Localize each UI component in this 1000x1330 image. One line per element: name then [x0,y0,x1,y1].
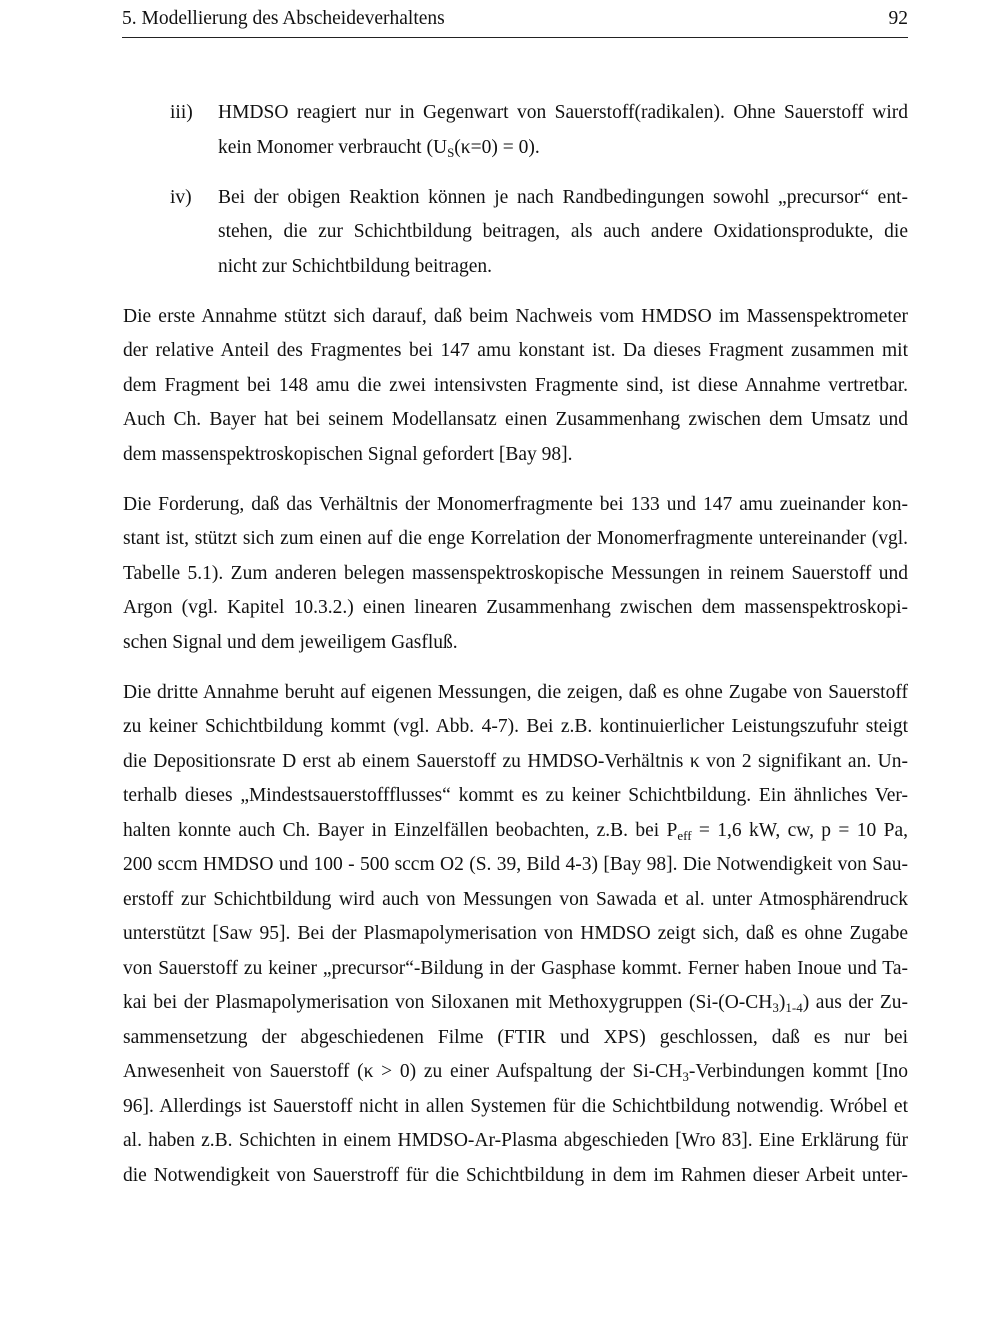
text-segment: schen Signal und dem jeweiligem Gasfluß. [123,631,458,653]
assumption-list [123,96,908,284]
text-segment: = 1,6 kW, cw, p = 10 Pa, [691,819,908,841]
subscript: 1-4 [785,1000,803,1015]
text-segment: stant ist, stützt sich zum einen auf die enge Korrelation der Monomerfragmente untereinander (vgl. [123,528,908,549]
text-segment: 200 sccm HMDSO und 100 - 500 sccm O2 (S. 39, Bild 4-3) [Bay 98]. Die Notwendigkeit von Sau- [123,854,908,875]
text-segment: ) [778,992,786,1013]
text-line [123,710,908,745]
text-line [123,848,908,883]
list-item [123,96,908,165]
paragraph [123,300,908,473]
text-segment: Anwesenheit von Sauerstoff (κ > 0) zu einer Aufspaltung der Si-CH [123,1061,683,1082]
text-line [123,557,908,592]
text-segment: unterstützt [Saw 95]. Bei der Plasmapolymerisation von HMDSO zeigt sich, daß es ohne Zugabe [123,923,908,944]
text-line [123,438,908,473]
text-line [123,952,908,987]
text-line [123,1124,908,1159]
text-segment: HMDSO reagiert nur in Gegenwart von Sauerstoff(radikalen). Ohne Sauerstoff wird [218,102,908,123]
text-line [123,814,908,849]
text-line [123,403,908,438]
text-line [123,1021,908,1056]
text-segment: -Verbindungen kommt [Ino [688,1061,908,1082]
subscript: eff [677,827,692,843]
text-line [123,676,908,711]
text-segment: Die erste Annahme stützt sich darauf, daß beim Nachweis vom HMDSO im Massenspektrometer [123,305,908,327]
text-segment: Argon (vgl. Kapitel 10.3.2.) einen linearen Zusammenhang zwischen dem massenspektroskopi- [123,597,908,618]
text-line [123,745,908,780]
text-segment: al. haben z.B. Schichten in einem HMDSO-Ar-Plasma abgeschieden [Wro 83]. Eine Erklärung für [123,1130,908,1151]
text-segment: stehen, die zur Schichtbildung beitragen, als auch andere Oxidationsprodukte, die [218,221,908,242]
text-segment: kein Monomer verbraucht (U [218,136,448,158]
text-segment: die Notwendigkeit von Sauerstroff für die Schichtbildung in dem im Rahmen dieser Arbeit unter- [123,1164,908,1186]
text-line [218,215,908,250]
text-line [123,300,908,335]
chapter-title: 5. Modellierung des Abscheideverhaltens [122,8,445,29]
text-segment: die Depositionsrate D erst ab einem Sauerstoff zu HMDSO-Verhältnis κ von 2 signifikant an. Un- [123,750,908,772]
text-line [123,986,908,1021]
text-segment: halten konnte auch Ch. Bayer in Einzelfällen beobachten, z.B. bei P [123,819,678,841]
page-number: 92 [888,8,908,29]
text-segment: dem massenspektroskopischen Signal gefordert [Bay 98]. [123,443,573,465]
text-line [218,181,908,216]
paragraph [123,676,908,1194]
text-segment: zu keiner Schichtbildung kommt (vgl. Abb. 4-7). Bei z.B. kontinuierlicher Leistungszufuhr steigt [123,716,908,737]
text-segment: erstoff zur Schichtbildung wird auch von Messungen von Sawada et al. unter Atmosphärendruck [123,888,908,910]
text-segment: dem Fragment bei 148 amu die zwei intensivsten Fragmente sind, ist diese Annahme vertretbar. [123,374,908,396]
text-line [123,488,908,523]
text-line [123,1055,908,1090]
running-header [122,4,908,38]
text-line [123,1159,908,1194]
text-segment: 96]. Allerdings ist Sauerstoff nicht in allen Systemen für die Schichtbildung notwendig. Wróbel et [123,1095,908,1117]
text-segment: terhalb dieses „Mindestsauerstoffflusses“ kommt es zu keiner Schichtbildung. Ein ähnliches Ver- [123,785,908,806]
text-line [123,522,908,557]
text-segment: Auch Ch. Bayer hat bei seinem Modellansatz einen Zusammenhang zwischen dem Umsatz und [123,409,908,430]
text-line [123,779,908,814]
text-line [123,369,908,404]
text-line [123,883,908,918]
text-line [218,96,908,131]
list-label: iii) [170,102,193,123]
text-line [123,626,908,661]
body-text [123,300,908,1194]
page-body [123,96,908,1209]
text-segment: Bei der obigen Reaktion können je nach Randbedingungen sowohl „precursor“ ent- [218,186,908,208]
text-line [123,334,908,369]
list-item [123,181,908,285]
text-segment: der relative Anteil des Fragmentes bei 147 amu konstant ist. Da dieses Fragment zusammen mit [123,340,908,361]
text-segment: Die dritte Annahme beruht auf eigenen Messungen, die zeigen, daß es ohne Zugabe von Sauerstoff [123,681,908,703]
text-segment: kai bei der Plasmapolymerisation von Siloxanen mit Methoxygruppen (Si-(O-CH [123,992,773,1013]
text-segment: nicht zur Schichtbildung beitragen. [218,255,493,277]
list-label: iv) [170,186,192,208]
text-segment: (κ=0) = 0). [454,136,540,158]
text-line [218,250,908,285]
text-line [123,1090,908,1125]
text-line [218,131,908,166]
text-segment: ) aus der Zu- [802,992,908,1013]
text-line [123,591,908,626]
text-segment: sammensetzung der abgeschiedenen Filme (FTIR und XPS) geschlossen, daß es nur bei [123,1026,908,1048]
subscript: 3 [682,1069,689,1084]
text-segment: von Sauerstoff zu keiner „precursor“-Bildung in der Gasphase kommt. Ferner haben Inoue und Ta- [123,957,908,979]
text-segment: Die Forderung, daß das Verhältnis der Monomerfragmente bei 133 und 147 amu zueinander kon- [123,493,908,515]
paragraph [123,488,908,661]
subscript: S [447,144,455,160]
text-line [123,917,908,952]
text-segment: Tabelle 5.1). Zum anderen belegen massenspektroskopische Messungen in reinem Sauerstoff und [123,562,908,584]
subscript: 3 [772,1000,779,1015]
